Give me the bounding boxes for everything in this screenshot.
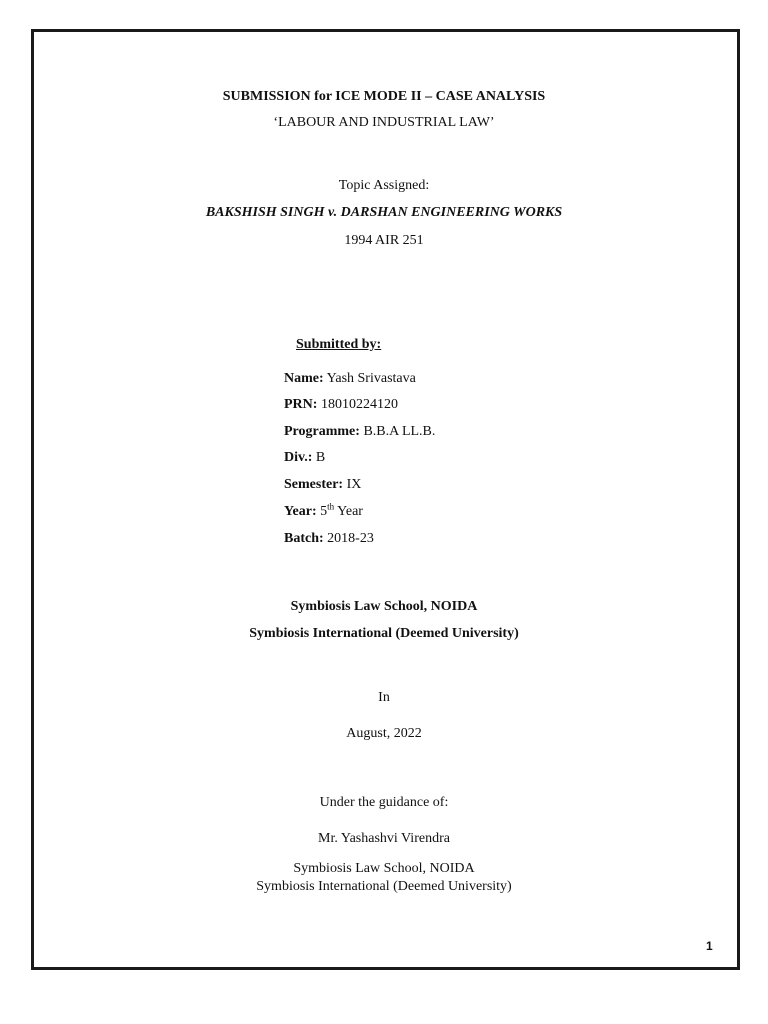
- batch-label: Batch:: [284, 531, 324, 546]
- semester-value: IX: [346, 477, 362, 492]
- guidance-university: Symbiosis International (Deemed University): [256, 879, 512, 894]
- detail-programme: [284, 423, 435, 441]
- year-value: [320, 501, 363, 519]
- topic-label: Topic Assigned:: [338, 178, 430, 193]
- detail-prn: [284, 396, 398, 414]
- document-title: SUBMISSION for ICE MODE II – CASE ANALYSIS: [222, 89, 546, 104]
- semester-label: Semester:: [284, 477, 344, 492]
- guidance-label: Under the guidance of:: [319, 795, 449, 810]
- prn-label: PRN:: [284, 397, 318, 412]
- year-word: Year: [337, 504, 363, 519]
- batch-value: 2018-23: [327, 531, 374, 546]
- name-value: Yash Srivastava: [326, 371, 416, 386]
- submission-date: August, 2022: [346, 726, 422, 741]
- programme-label: Programme:: [284, 424, 360, 439]
- year-ordinal-suffix: th: [327, 501, 335, 512]
- name-label: Name:: [284, 371, 324, 386]
- div-value: B: [315, 450, 326, 465]
- guidance-school: Symbiosis Law School, NOIDA: [293, 861, 475, 876]
- institution-university: Symbiosis International (Deemed University): [249, 626, 519, 641]
- detail-div: [284, 449, 325, 467]
- submitted-by-heading: Submitted by:: [296, 337, 382, 352]
- subject-title: ‘LABOUR AND INDUSTRIAL LAW’: [273, 115, 495, 130]
- detail-year: [284, 503, 363, 521]
- programme-value: B.B.A LL.B.: [363, 424, 436, 439]
- detail-semester: [284, 476, 361, 494]
- div-label: Div.:: [284, 450, 313, 465]
- page-number: 1: [706, 939, 713, 953]
- guide-name: Mr. Yashashvi Virendra: [318, 831, 450, 846]
- case-citation: 1994 AIR 251: [344, 233, 424, 248]
- year-label: Year:: [284, 504, 317, 519]
- detail-batch: [284, 530, 374, 548]
- case-name: BAKSHISH SINGH v. DARSHAN ENGINEERING WORKS: [205, 205, 563, 220]
- year-number: 5: [320, 504, 328, 519]
- submission-in-label: In: [378, 690, 390, 705]
- page-border: [31, 29, 740, 970]
- detail-name: [284, 370, 416, 388]
- prn-value: 18010224120: [320, 397, 398, 412]
- institution-school: Symbiosis Law School, NOIDA: [290, 599, 478, 614]
